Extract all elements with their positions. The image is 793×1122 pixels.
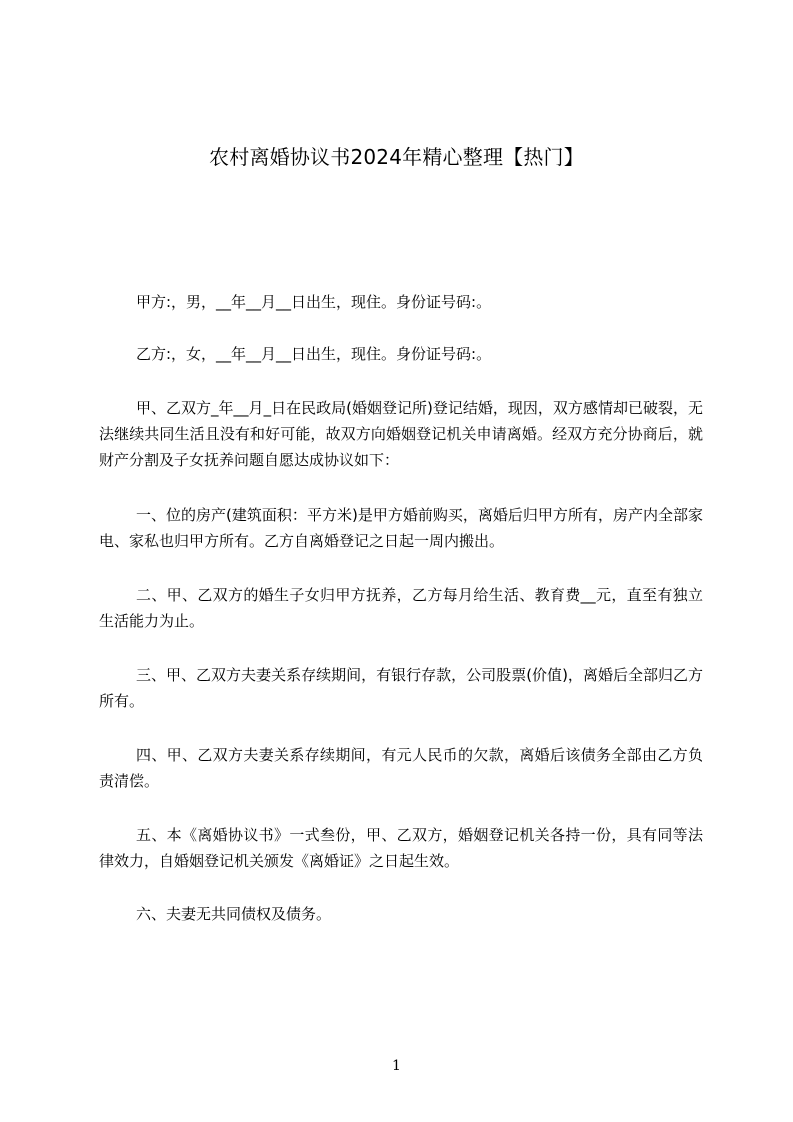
clause-2-child-custody: 二、甲、乙双方的婚生子女归甲方抚养，乙方每月给生活、教育费__元，直至有独立生活能力为止。	[99, 586, 703, 630]
clause-4-debts: 四、甲、乙双方夫妻关系存续期间，有元人民币的欠款，离婚后该债务全部由乙方负责清偿。	[99, 746, 703, 790]
page-number: 1	[392, 1058, 401, 1074]
party-b-info: 乙方:，女，__年__月__日出生，现住。身份证号码:。	[136, 345, 492, 363]
document-title: 农村离婚协议书2024年精心整理【热门】	[209, 145, 584, 169]
clause-6-no-joint-debts: 六、夫妻无共同债权及债务。	[136, 905, 332, 923]
clause-1-property: 一、位的房产(建筑面积：平方米)是甲方婚前购买，离婚后归甲方所有，房产内全部家电、家私也归甲方所有。乙方自离婚登记之日起一周内搬出。	[99, 506, 703, 550]
clause-5-copies: 五、本《离婚协议书》一式叁份，甲、乙双方，婚姻登记机关各持一份，具有同等法律效力，自婚姻登记机关颁发《离婚证》之日起生效。	[99, 826, 703, 870]
clause-3-deposits: 三、甲、乙双方夫妻关系存续期间，有银行存款，公司股票(价值)，离婚后全部归乙方所有。	[99, 666, 703, 710]
party-a-info: 甲方:，男，__年__月__日出生，现住。身份证号码:。	[136, 293, 492, 311]
agreement-preamble: 甲、乙双方_年__月_日在民政局(婚姻登记所)登记结婚，现因，双方感情却已破裂，无法继续共同生活且没有和好可能，故双方向婚姻登记机关申请离婚。经双方充分协商后，就财产分割及子女抚养问题自愿达成协议如下：	[99, 399, 703, 469]
